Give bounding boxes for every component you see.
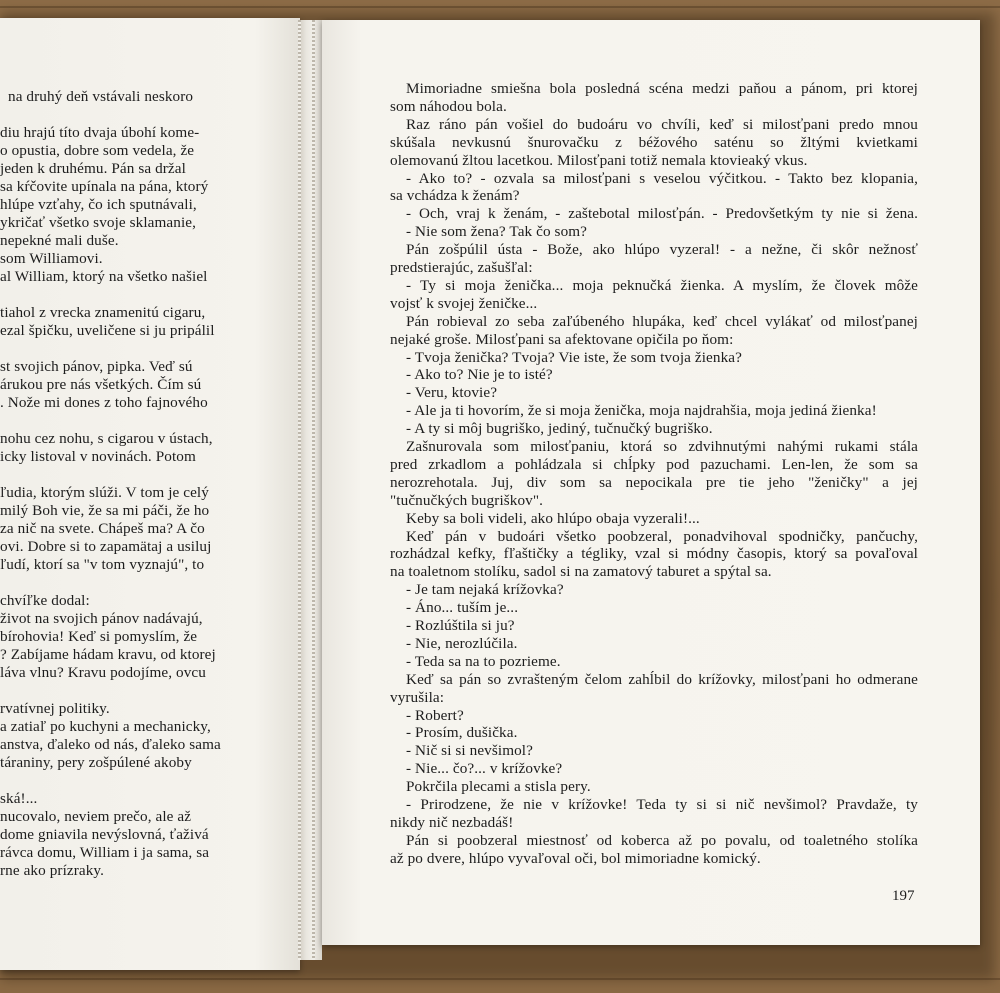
right-page-line: - Ako to? Nie je to isté? <box>406 366 553 384</box>
right-page-line: Pán zošpúlil ústa - Bože, ako hlúpo vyzeral! - a nežne, či skôr nežnosť <box>406 241 918 259</box>
right-page-line: - Je tam nejaká krížovka? <box>406 581 564 599</box>
left-page-line: icky listoval v novinách. Potom <box>0 448 196 465</box>
left-page-line: . Nože mi dones z toho fajnového <box>0 394 208 411</box>
right-page-line: pred zrkadlom a pohládzala si chĺpky pod pazuchami. Len-len, že som sa <box>390 455 918 473</box>
left-page-line: rne ako prízraky. <box>0 862 105 879</box>
right-page-line: Pán robieval zo seba zaľúbeného hlupáka, keď chcel vylákať od milosťpanej <box>406 312 918 330</box>
right-page-line: "tučnučkých bugriškov". <box>390 491 544 509</box>
right-page-line: sa vchádza k ženám? <box>390 187 520 205</box>
left-page-line: na druhý deň vstávali neskoro <box>8 88 194 105</box>
right-page <box>322 20 980 945</box>
right-page-line: Raz ráno pán vošiel do budoáru vo chvíli, keď si milosťpani predo mnou <box>406 115 918 133</box>
left-page-line: ľudí, ktorí sa "v tom vyznajú", to <box>0 556 205 573</box>
left-page-line: nucovalo, neviem prečo, ale až <box>0 808 192 825</box>
right-page-line: - Robert? <box>406 706 464 724</box>
right-page-line: skúšala nevkusnú šnurovačku z béžového saténu so žltými kvietkami <box>390 133 918 151</box>
left-page-line: sa kŕčovite upínala na pána, ktorý <box>0 178 209 195</box>
right-page-line: Keď sa pán so zvrašteným čelom zahĺbil do krížovky, milosťpani ho odmerane <box>406 670 918 688</box>
right-page-line: - Ako to? - ozvala sa milosťpani s veselou výčitkou. - Takto bez klopania, <box>406 169 918 187</box>
right-page-line: - Nie, nerozlúčila. <box>406 634 518 652</box>
right-page-line: Pokrčila plecami a stisla pery. <box>406 778 591 796</box>
right-page-line: Mimoriadne smiešna bola posledná scéna medzi paňou a pánom, pri ktorej <box>406 80 918 97</box>
right-page-line: - Tvoja ženička? Tvoja? Vie iste, že som tvoja žienka? <box>406 348 742 366</box>
right-page-line: - Veru, ktovie? <box>406 384 498 402</box>
left-page-line: anstva, ďaleko od nás, ďaleko sama <box>0 736 221 753</box>
left-page-line: rávca domu, William i ja sama, sa <box>0 844 210 861</box>
left-page-line: a zatiaľ po kuchyni a mechanicky, <box>0 718 211 735</box>
left-page-line: život na svojich pánov nadávajú, <box>0 610 203 627</box>
left-page-line: ská!... <box>0 790 38 807</box>
right-page-line: - Prosím, dušička. <box>406 724 518 742</box>
left-page-line: o opustia, dobre som vedela, že <box>0 142 195 159</box>
right-page-line: nikdy nič nezbadáš! <box>390 813 514 831</box>
left-page-line: ľudia, ktorým slúži. V tom je celý <box>0 484 209 501</box>
left-page-line: ovi. Dobre si to zapamätaj a usiluj <box>0 538 212 555</box>
page-number: 197 <box>892 888 915 904</box>
left-page-line: tiahol z vrecka znamenitú cigaru, <box>0 304 206 321</box>
left-page-line: jeden k druhému. Pán sa držal <box>0 160 186 177</box>
right-page-line: na toaletnom stolíku, sadol si na zamatový taburet a spýtal sa. <box>390 563 772 581</box>
right-page-line: rozhádzal kefky, fľaštičky a tégliky, vzal si módny časopis, ktorý sa povaľoval <box>390 545 918 563</box>
left-page-line: dome gniavila nevýslovná, ťaživá <box>0 826 209 843</box>
left-page-line: al William, ktorý na všetko našiel <box>0 268 208 285</box>
right-page-line: vyrušila: <box>390 688 445 706</box>
left-page-line: ykričať všetko svoje sklamanie, <box>0 214 197 231</box>
right-page-line: - Och, vraj k ženám, - zaštebotal milosťpán. - Predovšetkým ty nie si žena. <box>406 205 918 223</box>
left-page-line: bírohovia! Keď si pomyslím, že <box>0 628 198 645</box>
left-page-line: ezal špičku, uveličene si ju pripálil <box>0 322 215 339</box>
left-page-line: árukou pre nás všetkých. Čím sú <box>0 376 202 393</box>
right-page-line: predstierajúc, zašušľal: <box>390 259 533 276</box>
left-page-line: st svojich pánov, pipka. Veď sú <box>0 358 193 375</box>
right-page-line: Keď pán v budoári všetko poobzeral, ponadvihoval spodničky, pančuchy, <box>406 527 918 545</box>
right-page-line: - Áno... tuším je... <box>406 599 519 617</box>
left-page-line: nepekné mali duše. <box>0 232 119 249</box>
left-page-line: táraniny, pery zošpúlené akoby <box>0 754 192 771</box>
left-page-line: chvíľke dodal: <box>0 592 90 609</box>
right-page-line: Zašnurovala som milosťpaniu, ktorá so zdvihnutými nahými rukami stála <box>406 438 918 455</box>
right-page-line: - Prirodzene, že nie v krížovke! Teda ty si si nič nevšimol? Pravdaže, ty <box>406 796 918 813</box>
left-page-line: milý Boh vie, že sa mi páči, že ho <box>0 502 210 519</box>
left-page <box>0 18 300 970</box>
left-page-line: láva vlnu? Kravu podojíme, ovcu <box>0 664 206 681</box>
right-page-line: - Teda sa na to pozrieme. <box>406 652 561 670</box>
right-page-line: Pán si poobzeral miestnosť od koberca až po povalu, od toaletného stolíka <box>406 831 918 849</box>
right-page-line: som náhodou bola. <box>390 97 507 115</box>
right-page-line: nerozrehotala. Juj, div som sa nepocikala pre tie jeho "ženičky" a jej <box>390 473 918 491</box>
right-page-line: - A ty si môj bugriško, jediný, tučnučký bugriško. <box>406 420 713 438</box>
right-page-line: vojsť k svojej ženičke... <box>390 294 538 312</box>
right-page-line: - Ale ja ti hovorím, že si moja ženička, moja najdrahšia, moja jediná žienka! <box>406 402 877 420</box>
right-page-line: olemovanú žltou lacetkou. Milosťpani totiž nemala ktovieaký vkus. <box>390 151 808 169</box>
book-spine-gutter <box>298 20 322 960</box>
right-page-line: - Ty si moja ženička... moja peknučká žienka. A myslím, že človek môže <box>406 276 918 294</box>
left-page-line: nohu cez nohu, s cigarou v ústach, <box>0 430 213 447</box>
right-page-line: nejaké groše. Milosťpani sa afektovane opičila po ňom: <box>390 330 734 348</box>
left-page-line: rvatívnej politiky. <box>0 700 110 717</box>
right-page-line: Keby sa boli videli, ako hlúpo obaja vyzerali!... <box>406 509 700 527</box>
left-page-line: hlúpe vzťahy, čo ich sputnávali, <box>0 196 197 213</box>
right-page-line: - Nie som žena? Tak čo som? <box>406 223 588 241</box>
right-page-line: - Rozlúštila si ju? <box>406 617 515 634</box>
left-page-line: za nič na svete. Chápeš ma? A čo <box>0 520 205 537</box>
left-page-line: som Williamovi. <box>0 250 103 267</box>
right-page-line: - Nič si si nevšimol? <box>406 742 533 760</box>
right-page-line: - Nie... čo?... v krížovke? <box>406 760 563 778</box>
left-page-line: diu hrajú títo dvaja úbohí kome- <box>0 124 200 141</box>
right-page-line: až po dvere, hlúpo vyvaľoval oči, bol mimoriadne komický. <box>390 849 761 867</box>
left-page-line: ? Zabíjame hádam kravu, od ktorej <box>0 646 216 663</box>
